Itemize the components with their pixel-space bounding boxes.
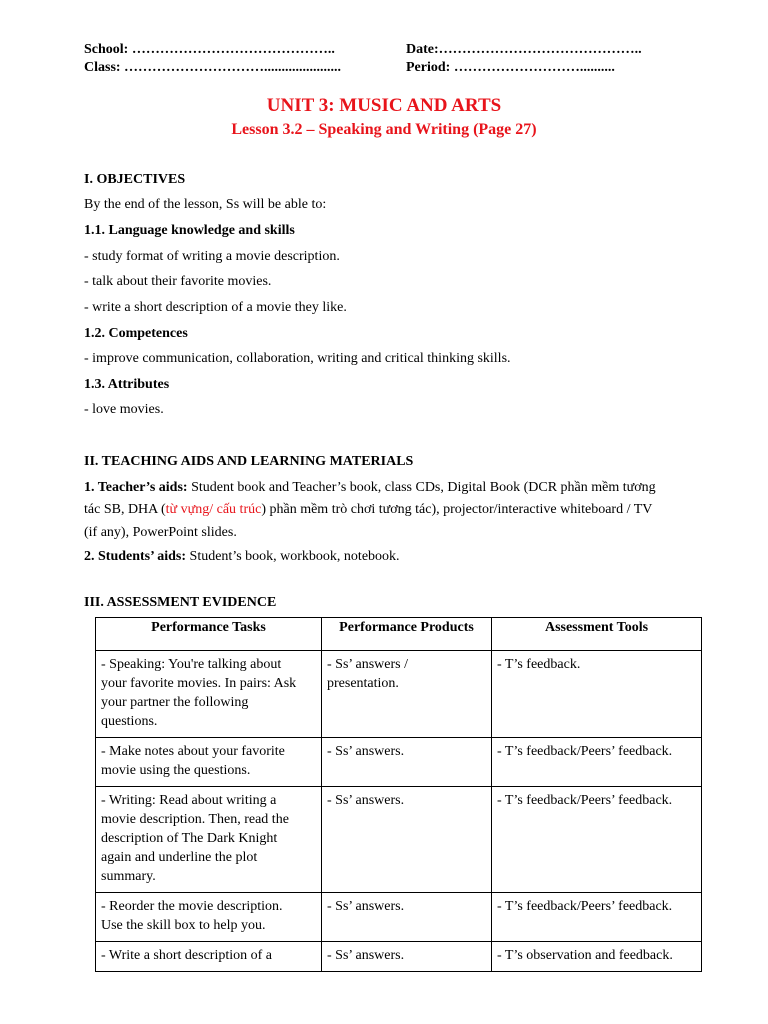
teacher-aids-text: tác SB, DHA ( <box>84 502 166 517</box>
cell-line: - T’s feedback. <box>497 657 581 672</box>
teacher-aids-line <box>84 480 656 496</box>
cell-line: summary. <box>101 869 156 884</box>
school-field: School: …………………………………….. <box>84 42 335 57</box>
cell-line: - Ss’ answers. <box>327 948 405 963</box>
teacher-aids-text: ) phần mềm trò chơi tương tác), projector/interactive whiteboard / TV <box>261 502 653 517</box>
cell-line: - T’s feedback/Peers’ feedback. <box>497 744 673 759</box>
teacher-aids-red-text: từ vựng/ cấu trúc <box>165 502 262 517</box>
assessment-heading: III. ASSESSMENT EVIDENCE <box>84 595 277 610</box>
task-cell <box>96 942 322 972</box>
cell-line: - Make notes about your favorite <box>101 744 285 759</box>
cell-line: again and underline the plot <box>101 850 258 865</box>
tool-cell <box>492 893 702 942</box>
column-header: Assessment Tools <box>492 618 702 651</box>
product-cell <box>322 893 492 942</box>
product-cell <box>322 787 492 893</box>
attributes-heading: 1.3. Attributes <box>84 377 170 392</box>
period-field: Period: ……………………….......... <box>406 60 615 75</box>
task-cell <box>96 651 322 738</box>
cell-line: your favorite movies. In pairs: Ask <box>101 676 297 691</box>
students-aids-text: Student’s book, workbook, notebook. <box>186 549 400 564</box>
cell-line: your partner the following <box>101 695 249 710</box>
unit-title: UNIT 3: MUSIC AND ARTS <box>266 95 502 116</box>
cell-line: description of The Dark Knight <box>101 831 278 846</box>
tool-cell <box>492 942 702 972</box>
cell-line: - Ss’ answers. <box>327 793 405 808</box>
table-row <box>96 738 702 787</box>
attributes-item: - love movies. <box>84 402 164 417</box>
language-item: - talk about their favorite movies. <box>84 274 272 289</box>
teacher-aids-line: (if any), PowerPoint slides. <box>84 525 237 540</box>
product-cell <box>322 651 492 738</box>
students-aids-label: 2. Students’ aids: <box>84 549 187 564</box>
task-cell <box>96 893 322 942</box>
table-row <box>96 942 702 972</box>
cell-line: - Ss’ answers. <box>327 899 405 914</box>
table-row <box>96 787 702 893</box>
cell-line: - T’s observation and feedback. <box>497 948 673 963</box>
cell-line: - Ss’ answers / <box>327 657 409 672</box>
language-skills-heading: 1.1. Language knowledge and skills <box>84 223 295 238</box>
table-row <box>96 651 702 738</box>
objectives-intro: By the end of the lesson, Ss will be able to: <box>84 197 327 212</box>
product-cell <box>322 738 492 787</box>
task-cell <box>96 787 322 893</box>
cell-line: - Writing: Read about writing a <box>101 793 277 808</box>
competences-heading: 1.2. Competences <box>84 326 188 341</box>
class-field: Class: …………………………...................... <box>84 60 342 75</box>
cell-line: - Speaking: You're talking about <box>101 657 282 672</box>
competences-item: - improve communication, collaboration, writing and critical thinking skills. <box>84 351 511 366</box>
teacher-aids-line <box>84 502 652 518</box>
students-aids-line <box>84 549 400 565</box>
cell-line: movie description. Then, read the <box>101 812 289 827</box>
cell-line: - Reorder the movie description. <box>101 899 283 914</box>
objectives-heading: I. OBJECTIVES <box>84 172 186 187</box>
language-item: - study format of writing a movie description. <box>84 249 340 264</box>
teacher-aids-label: 1. Teacher’s aids: <box>84 480 188 495</box>
table-row <box>96 893 702 942</box>
column-header: Performance Tasks <box>96 618 322 651</box>
cell-line: - Write a short description of a <box>101 948 273 963</box>
cell-line: - T’s feedback/Peers’ feedback. <box>497 899 673 914</box>
teacher-aids-text: Student book and Teacher’s book, class CDs, Digital Book (DCR phần mềm tương <box>187 480 656 495</box>
cell-line: presentation. <box>327 676 399 691</box>
date-field: Date:…………………………………….. <box>406 42 642 57</box>
cell-line: movie using the questions. <box>101 763 251 778</box>
cell-line: - T’s feedback/Peers’ feedback. <box>497 793 673 808</box>
cell-line: questions. <box>101 714 158 729</box>
cell-line: - Ss’ answers. <box>327 744 405 759</box>
tool-cell <box>492 651 702 738</box>
table-header-row <box>96 618 702 651</box>
cell-line: Use the skill box to help you. <box>101 918 266 933</box>
lesson-title: Lesson 3.2 – Speaking and Writing (Page 27) <box>231 121 537 138</box>
task-cell <box>96 738 322 787</box>
tool-cell <box>492 738 702 787</box>
column-header: Performance Products <box>322 618 492 651</box>
language-item: - write a short description of a movie they like. <box>84 300 347 315</box>
tool-cell <box>492 787 702 893</box>
product-cell <box>322 942 492 972</box>
teaching-aids-heading: II. TEACHING AIDS AND LEARNING MATERIALS <box>84 454 414 469</box>
assessment-table <box>95 617 702 972</box>
